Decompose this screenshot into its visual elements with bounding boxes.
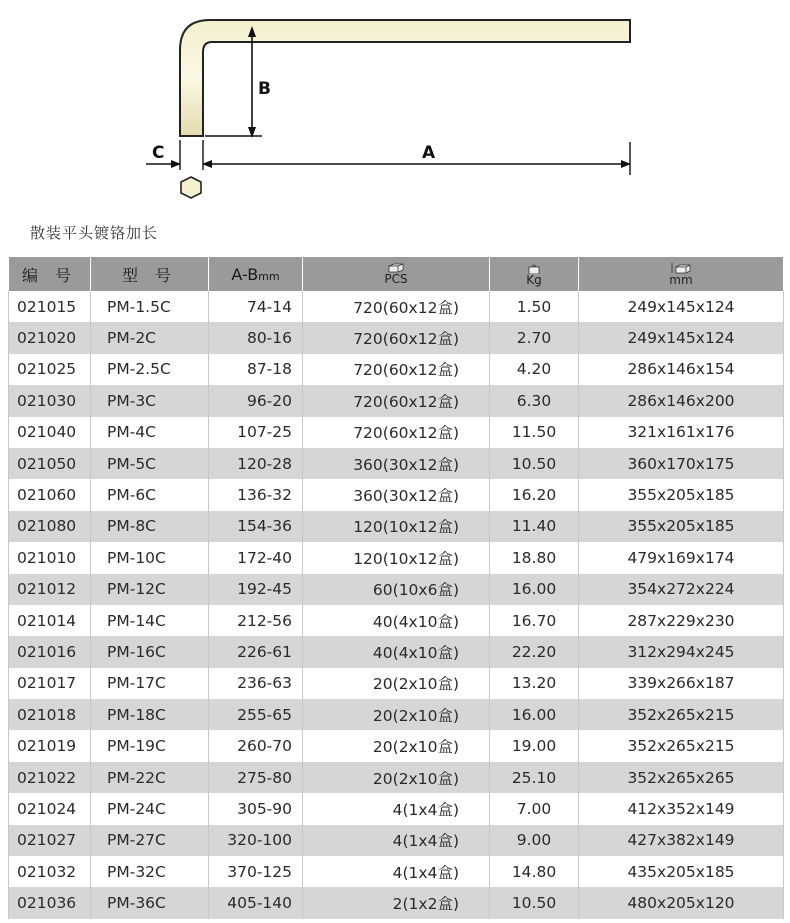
cell-pcs: 360(30x12盒) bbox=[303, 479, 490, 510]
header-kg: Kg bbox=[490, 257, 579, 291]
cell-pcs: 360(30x12盒) bbox=[303, 448, 490, 479]
cell-code: 021036 bbox=[9, 887, 91, 918]
dim-b-label: B bbox=[258, 79, 271, 99]
cell-kg: 13.20 bbox=[490, 668, 579, 699]
cell-dimensions: 312x294x245 bbox=[579, 636, 784, 667]
cell-pcs: 4(1x4盒) bbox=[303, 793, 490, 824]
cell-kg: 14.80 bbox=[490, 856, 579, 887]
table-row bbox=[9, 605, 784, 636]
table-row bbox=[9, 448, 784, 479]
cell-code: 021050 bbox=[9, 448, 91, 479]
cell-code: 021018 bbox=[9, 699, 91, 730]
table-row bbox=[9, 322, 784, 353]
cell-ab: 226-61 bbox=[209, 636, 303, 667]
cell-dimensions: 355x205x185 bbox=[579, 511, 784, 542]
table-row bbox=[9, 856, 784, 887]
cell-model: PM-6C bbox=[91, 479, 209, 510]
section-subtitle: 散装平头镀铬加长 bbox=[30, 224, 159, 242]
cell-dimensions: 286x146x200 bbox=[579, 385, 784, 416]
cell-ab: 192-45 bbox=[209, 574, 303, 605]
cell-kg: 16.00 bbox=[490, 574, 579, 605]
cell-kg: 2.70 bbox=[490, 322, 579, 353]
cell-dimensions: 435x205x185 bbox=[579, 856, 784, 887]
table-row bbox=[9, 479, 784, 510]
cell-code: 021017 bbox=[9, 668, 91, 699]
cell-model: PM-1.5C bbox=[91, 291, 209, 322]
cell-ab: 260-70 bbox=[209, 730, 303, 761]
cell-dimensions: 360x170x175 bbox=[579, 448, 784, 479]
hex-key-dimension-diagram bbox=[0, 0, 790, 215]
cell-dimensions: 287x229x230 bbox=[579, 605, 784, 636]
cell-code: 021080 bbox=[9, 511, 91, 542]
cell-ab: 172-40 bbox=[209, 542, 303, 573]
cell-code: 021020 bbox=[9, 322, 91, 353]
header-code: 编 号 bbox=[9, 257, 91, 291]
cell-code: 021010 bbox=[9, 542, 91, 573]
cell-pcs: 4(1x4盒) bbox=[303, 825, 490, 856]
table-row bbox=[9, 511, 784, 542]
hex-key-shape bbox=[180, 20, 630, 136]
cell-kg: 16.00 bbox=[490, 699, 579, 730]
weight-icon bbox=[527, 263, 541, 274]
cell-dimensions: 480x205x120 bbox=[579, 887, 784, 918]
header-model: 型 号 bbox=[91, 257, 209, 291]
table-row bbox=[9, 636, 784, 667]
spec-table-body bbox=[9, 291, 784, 919]
cell-code: 021019 bbox=[9, 730, 91, 761]
dim-a-label: A bbox=[422, 143, 436, 163]
cell-code: 021040 bbox=[9, 417, 91, 448]
table-row bbox=[9, 825, 784, 856]
cell-pcs: 720(60x12盒) bbox=[303, 385, 490, 416]
table-row bbox=[9, 730, 784, 761]
cell-code: 021024 bbox=[9, 793, 91, 824]
table-row bbox=[9, 887, 784, 918]
table-row bbox=[9, 668, 784, 699]
cell-code: 021030 bbox=[9, 385, 91, 416]
hex-cross-section-icon bbox=[181, 177, 201, 198]
table-row bbox=[9, 793, 784, 824]
cell-kg: 1.50 bbox=[490, 291, 579, 322]
cell-pcs: 120(10x12盒) bbox=[303, 542, 490, 573]
cell-pcs: 20(2x10盒) bbox=[303, 762, 490, 793]
cell-dimensions: 249x145x124 bbox=[579, 322, 784, 353]
cell-pcs: 20(2x10盒) bbox=[303, 699, 490, 730]
cell-ab: 120-28 bbox=[209, 448, 303, 479]
cell-kg: 16.70 bbox=[490, 605, 579, 636]
cell-dimensions: 352x265x265 bbox=[579, 762, 784, 793]
cell-model: PM-12C bbox=[91, 574, 209, 605]
table-header-row bbox=[9, 257, 784, 291]
cell-ab: 405-140 bbox=[209, 887, 303, 918]
cell-model: PM-17C bbox=[91, 668, 209, 699]
dim-c-label: C bbox=[152, 143, 165, 163]
cell-kg: 10.50 bbox=[490, 887, 579, 918]
cell-ab: 87-18 bbox=[209, 354, 303, 385]
cell-kg: 7.00 bbox=[490, 793, 579, 824]
cell-kg: 11.50 bbox=[490, 417, 579, 448]
header-ab: A-Bmm bbox=[209, 257, 303, 291]
cell-ab: 107-25 bbox=[209, 417, 303, 448]
cell-pcs: 720(60x12盒) bbox=[303, 354, 490, 385]
cell-ab: 74-14 bbox=[209, 291, 303, 322]
cell-model: PM-24C bbox=[91, 793, 209, 824]
header-pcs: PCS bbox=[303, 257, 490, 291]
cell-dimensions: 354x272x224 bbox=[579, 574, 784, 605]
cell-pcs: 20(2x10盒) bbox=[303, 730, 490, 761]
cell-code: 021012 bbox=[9, 574, 91, 605]
cell-code: 021027 bbox=[9, 825, 91, 856]
table-row bbox=[9, 417, 784, 448]
cell-ab: 212-56 bbox=[209, 605, 303, 636]
cell-model: PM-18C bbox=[91, 699, 209, 730]
cell-model: PM-22C bbox=[91, 762, 209, 793]
table-row bbox=[9, 542, 784, 573]
cell-pcs: 720(60x12盒) bbox=[303, 291, 490, 322]
cell-dimensions: 412x352x149 bbox=[579, 793, 784, 824]
cell-pcs: 20(2x10盒) bbox=[303, 668, 490, 699]
cell-kg: 16.20 bbox=[490, 479, 579, 510]
cell-kg: 18.80 bbox=[490, 542, 579, 573]
cell-kg: 10.50 bbox=[490, 448, 579, 479]
cell-ab: 305-90 bbox=[209, 793, 303, 824]
cell-ab: 96-20 bbox=[209, 385, 303, 416]
table-row bbox=[9, 699, 784, 730]
cell-code: 021032 bbox=[9, 856, 91, 887]
cell-ab: 136-32 bbox=[209, 479, 303, 510]
cell-ab: 80-16 bbox=[209, 322, 303, 353]
cell-dimensions: 479x169x174 bbox=[579, 542, 784, 573]
cell-model: PM-32C bbox=[91, 856, 209, 887]
cell-pcs: 4(1x4盒) bbox=[303, 856, 490, 887]
cell-kg: 25.10 bbox=[490, 762, 579, 793]
cell-model: PM-8C bbox=[91, 511, 209, 542]
cell-kg: 22.20 bbox=[490, 636, 579, 667]
cell-kg: 6.30 bbox=[490, 385, 579, 416]
cell-pcs: 40(4x10盒) bbox=[303, 636, 490, 667]
cell-code: 021025 bbox=[9, 354, 91, 385]
cell-kg: 11.40 bbox=[490, 511, 579, 542]
cell-model: PM-4C bbox=[91, 417, 209, 448]
cell-ab: 370-125 bbox=[209, 856, 303, 887]
header-dimensions: mm bbox=[579, 257, 784, 291]
cell-model: PM-3C bbox=[91, 385, 209, 416]
cell-model: PM-14C bbox=[91, 605, 209, 636]
spec-table bbox=[8, 257, 784, 919]
cell-ab: 255-65 bbox=[209, 699, 303, 730]
table-row bbox=[9, 385, 784, 416]
cell-ab: 236-63 bbox=[209, 668, 303, 699]
cell-dimensions: 321x161x176 bbox=[579, 417, 784, 448]
cell-code: 021014 bbox=[9, 605, 91, 636]
cell-code: 021016 bbox=[9, 636, 91, 667]
cell-kg: 9.00 bbox=[490, 825, 579, 856]
cell-kg: 19.00 bbox=[490, 730, 579, 761]
cell-dimensions: 249x145x124 bbox=[579, 291, 784, 322]
cell-ab: 320-100 bbox=[209, 825, 303, 856]
cell-kg: 4.20 bbox=[490, 354, 579, 385]
table-row bbox=[9, 291, 784, 322]
cell-model: PM-2.5C bbox=[91, 354, 209, 385]
cell-ab: 154-36 bbox=[209, 511, 303, 542]
cell-model: PM-36C bbox=[91, 887, 209, 918]
table-row bbox=[9, 762, 784, 793]
cell-model: PM-19C bbox=[91, 730, 209, 761]
cell-pcs: 720(60x12盒) bbox=[303, 322, 490, 353]
cell-dimensions: 339x266x187 bbox=[579, 668, 784, 699]
table-row bbox=[9, 354, 784, 385]
cell-code: 021060 bbox=[9, 479, 91, 510]
cell-code: 021022 bbox=[9, 762, 91, 793]
cell-model: PM-2C bbox=[91, 322, 209, 353]
cell-dimensions: 352x265x215 bbox=[579, 699, 784, 730]
cell-dimensions: 352x265x215 bbox=[579, 730, 784, 761]
cell-pcs: 40(4x10盒) bbox=[303, 605, 490, 636]
cell-pcs: 720(60x12盒) bbox=[303, 417, 490, 448]
cell-pcs: 60(10x6盒) bbox=[303, 574, 490, 605]
cell-dimensions: 286x146x154 bbox=[579, 354, 784, 385]
table-row bbox=[9, 574, 784, 605]
cell-ab: 275-80 bbox=[209, 762, 303, 793]
cell-pcs: 120(10x12盒) bbox=[303, 511, 490, 542]
cell-code: 021015 bbox=[9, 291, 91, 322]
cell-model: PM-27C bbox=[91, 825, 209, 856]
cell-model: PM-5C bbox=[91, 448, 209, 479]
cell-dimensions: 427x382x149 bbox=[579, 825, 784, 856]
cell-model: PM-16C bbox=[91, 636, 209, 667]
cell-dimensions: 355x205x185 bbox=[579, 479, 784, 510]
cell-model: PM-10C bbox=[91, 542, 209, 573]
cell-pcs: 2(1x2盒) bbox=[303, 887, 490, 918]
